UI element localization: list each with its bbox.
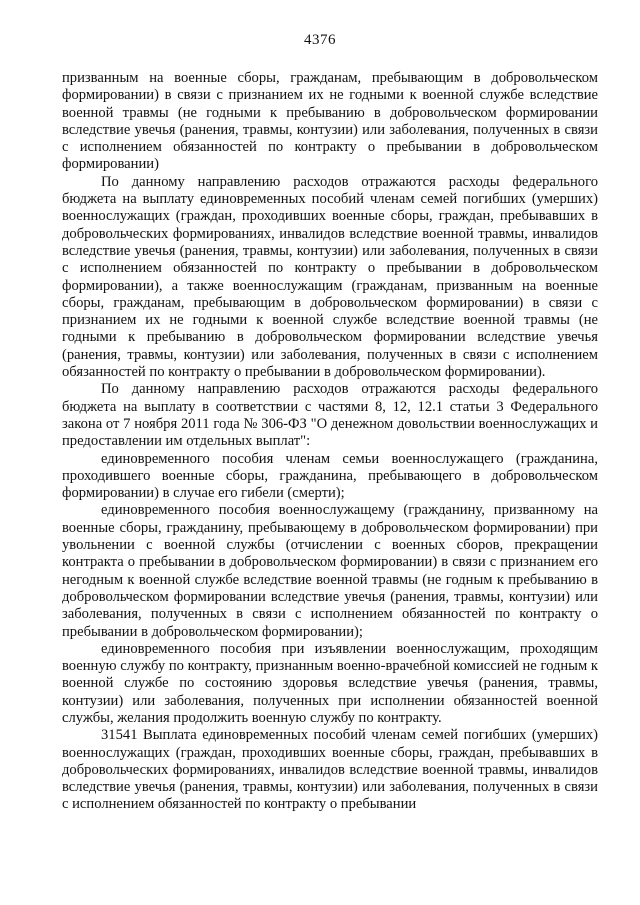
paragraph: По данному направлению расходов отражаются расходы федерального бюджета на выплату в соответствии с частями 8, 12, 12.1 статьи 3 Федерального закона от 7 ноября 2011 года № 306-ФЗ "О денежном довольствии военнослужащих и предоставлении им отдельных выплат": xyxy=(62,381,598,450)
page-number: 4376 xyxy=(304,32,336,48)
paragraph: единовременного пособия членам семьи военнослужащего (гражданина, проходившего военные сборы, гражданина, пребывающего в добровольческом формировании) в случае его гибели (смерти); xyxy=(62,450,598,502)
page-body xyxy=(62,70,598,814)
paragraph: единовременного пособия при изъявлении военнослужащим, проходящим военную службу по контракту, признанным военно-врачебной комиссией не годным к военной службе по состоянию здоровья вследствие увечья (ранения, травмы, контузии) или заболевания, полученных при исполнении обязанностей военной службы, желания продолжить военную службу по контракту. xyxy=(62,640,598,726)
paragraph: призванным на военные сборы, гражданам, пребывающим в добровольческом формировании) в связи с признанием их не годными к военной службе вследствие военной травмы (не годными к пребыванию в добровольческом формировании вследствие увечья (ранения, травмы, контузии) или заболевания, полученных в связи с исполнением обязанностей по контракту о пребывании в добровольческом формировании) xyxy=(62,70,598,173)
paragraph: единовременного пособия военнослужащему (гражданину, призванному на военные сборы, гражданину, пребывающему в добровольческом формировании) при увольнении с военной службы (отчислении с военных сборов, прекращении контракта о пребывании в добровольческом формировании) в связи с признанием его негодным к военной службе вследствие военной травмы (не годным к пребыванию в добровольческом формировании вследствие увечья (ранения, травмы, контузии) или заболевания, полученных в связи с исполнением обязанностей по контракту о пребывании в добровольческом формировании); xyxy=(62,502,598,640)
paragraph: 31541 Выплата единовременных пособий членам семей погибших (умерших) военнослужащих (граждан, проходивших военные сборы, граждан, пребывавших в добровольческих формированиях, инвалидов вследствие военной травмы, инвалидов вследствие увечья (ранения, травмы, контузии) или заболевания, полученных в связи с исполнением обязанностей по контракту о пребывании xyxy=(62,727,598,813)
paragraph: По данному направлению расходов отражаются расходы федерального бюджета на выплату единовременных пособий членам семей погибших (умерших) военнослужащих (граждан, проходивших военные сборы, граждан, пребывавших в добровольческих формированиях, инвалидов вследствие военной травмы, инвалидов вследствие увечья (ранения, травмы, контузии) или заболевания, полученных в связи с исполнением обязанностей по контракту о пребывании в добровольческом формировании), а также военнослужащим (гражданам, призванным на военные сборы, гражданам, пребывающим в добровольческом формировании) в связи с признанием их не годными к военной службе вследствие военной травмы (не годными к пребыванию в добровольческом формировании вследствие увечья (ранения, травмы, контузии) или заболевания, полученных в связи с исполнением обязанностей по контракту о пребывании в добровольческом формировании). xyxy=(62,173,598,381)
